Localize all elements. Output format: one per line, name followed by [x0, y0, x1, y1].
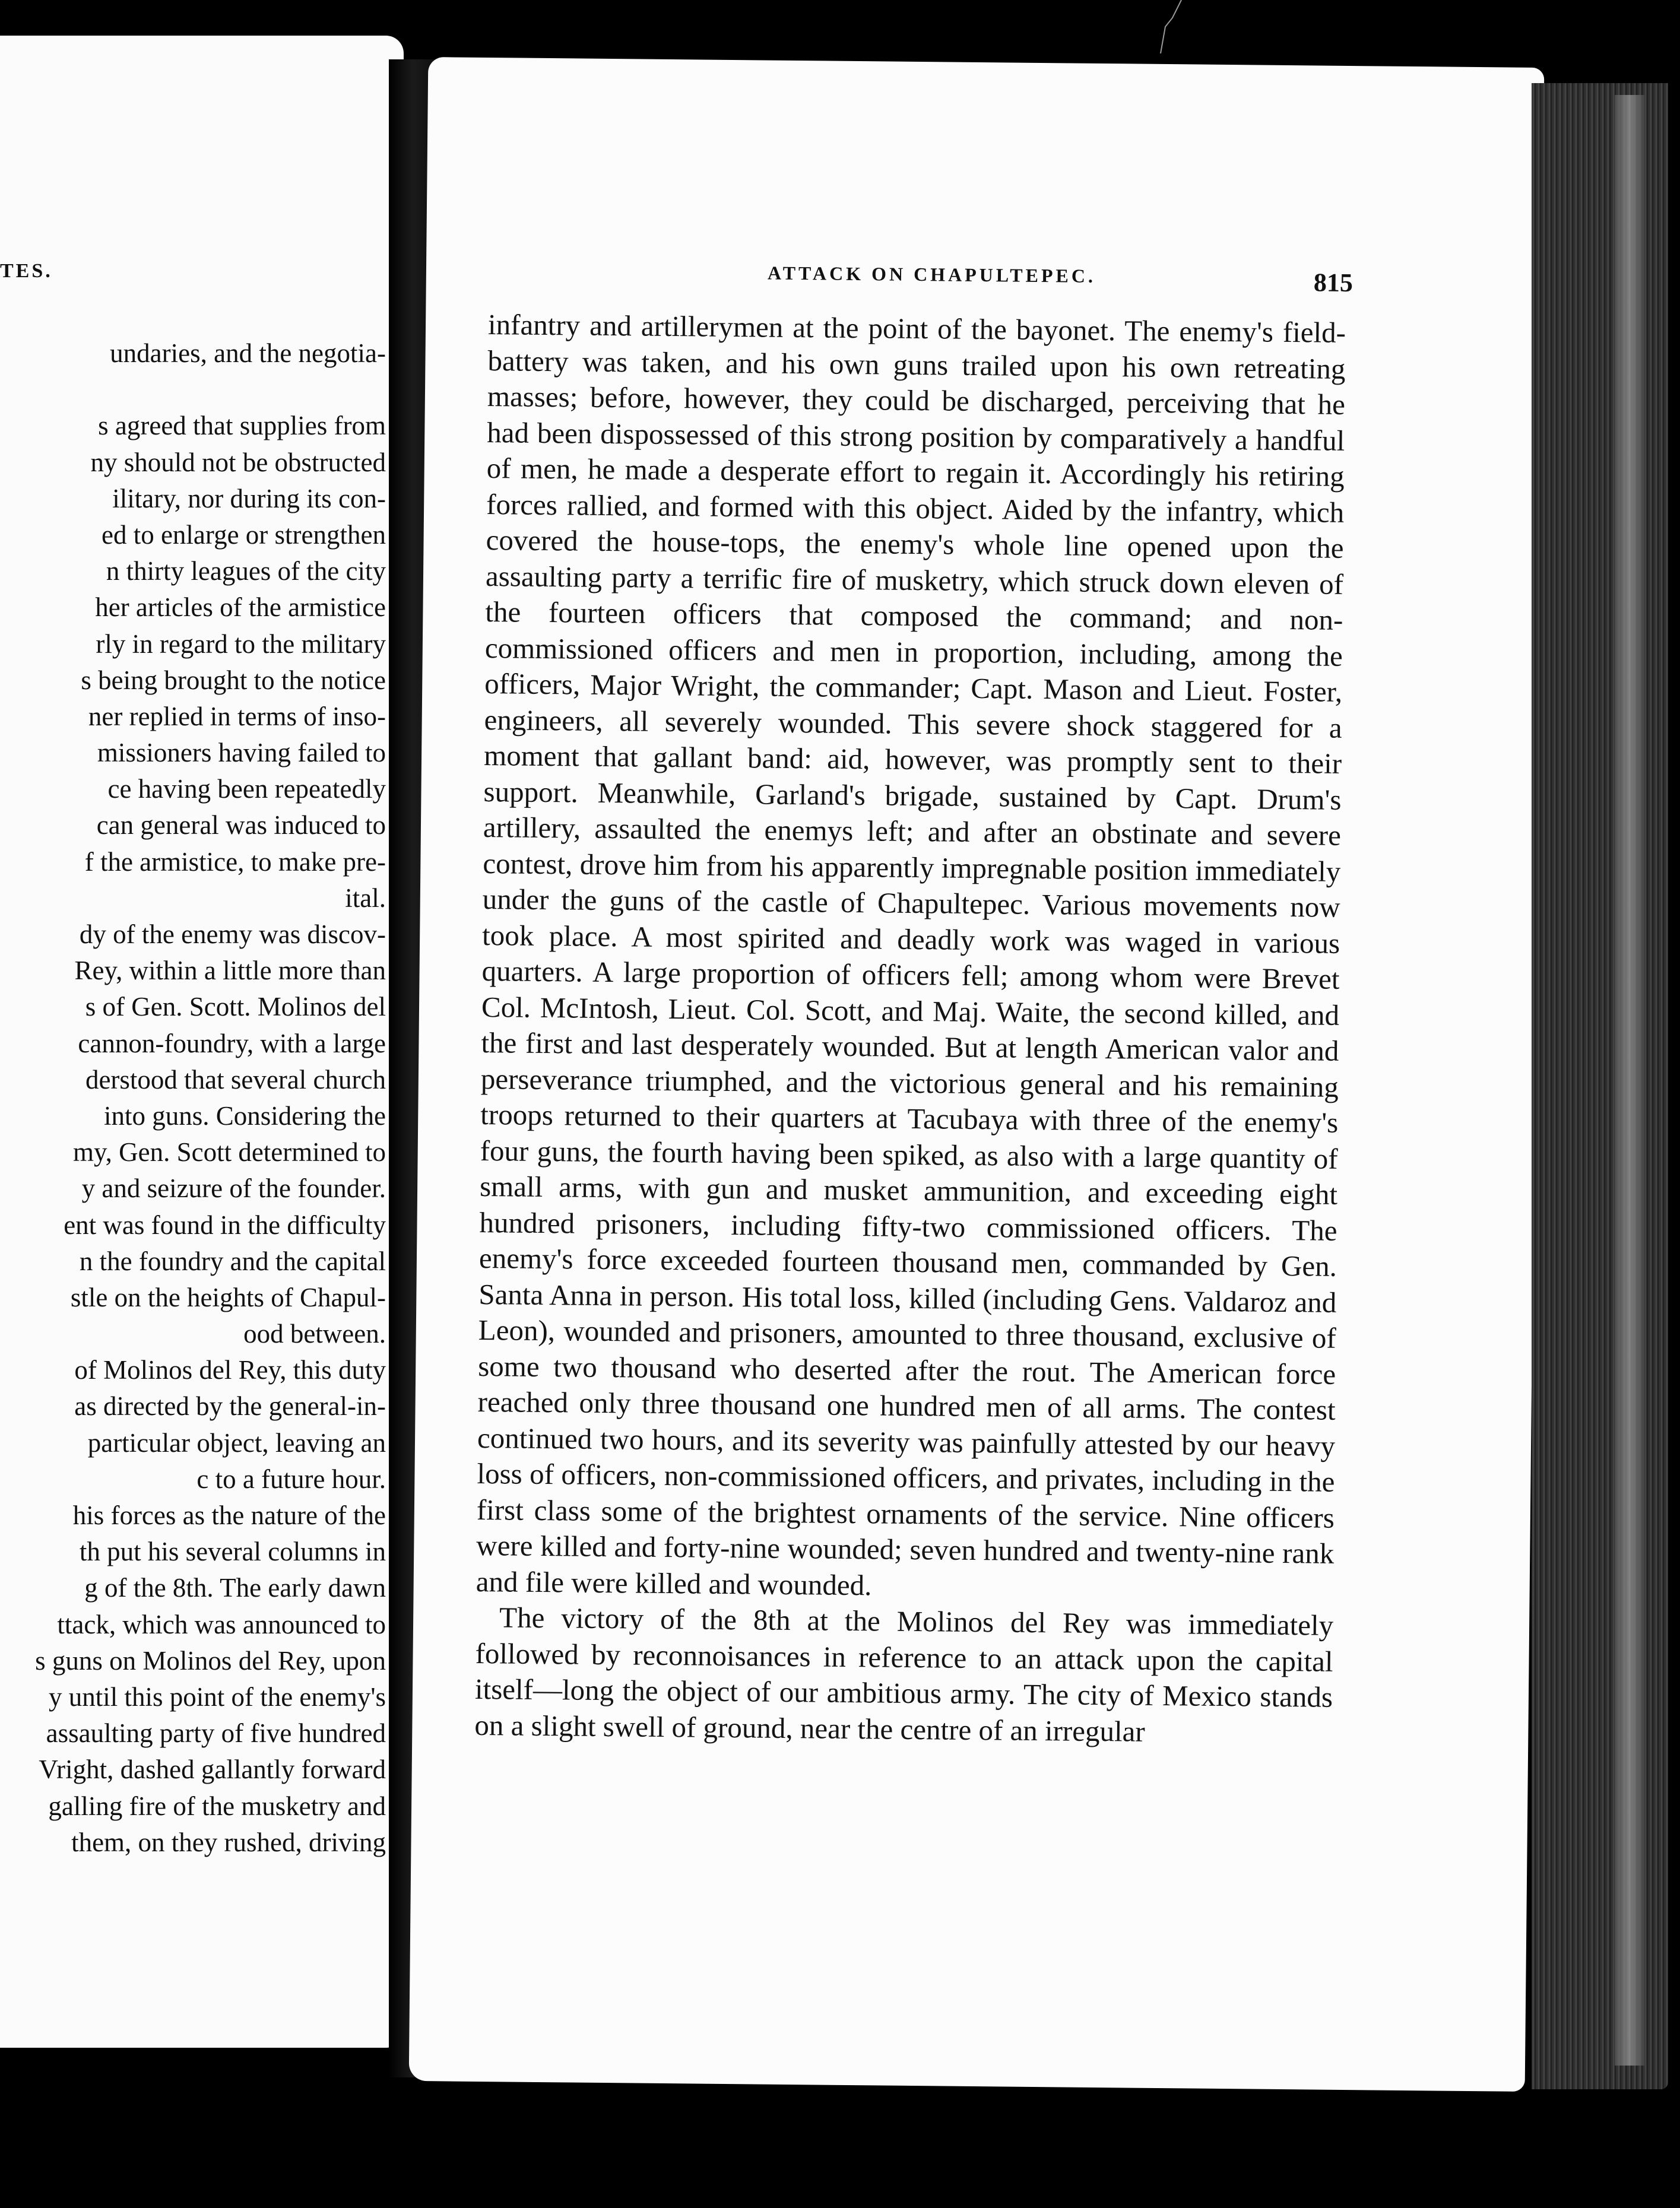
left-page-line: particular object, leaving an [87, 1427, 386, 1458]
left-page-line: ed to enlarge or strengthen [101, 519, 386, 550]
left-page-line: galling fire of the musketry and [48, 1791, 386, 1821]
left-page-line: f the armistice, to make pre- [84, 846, 386, 877]
scan-artifact-icon [1149, 0, 1190, 53]
left-page-line: ent was found in the difficulty [64, 1210, 386, 1240]
left-page-line: his forces as the nature of the [72, 1500, 386, 1530]
left-page-line: undaries, and the negotia- [110, 338, 386, 368]
paragraph: infantry and artillerymen at the point of the bayonet. The enemy's field-battery was taken, and his own guns trailed upon his own retreating masses; before, however, they could be discharged, perceiving that he had been dispossessed of this strong position by comparatively a handful of men, he made a desperate effort to regain it. Accordingly his retiring forces rallied, and formed with this object. Aided by the infantry, which covered the house-tops, the enemy's whole line opened upon the assaulting party a terrific fire of musketry, which struck down eleven of the fourteen officers that composed the command; and non-commissioned officers and men in proportion, including, among the officers, Major Wright, the commander; Capt. Mason and Lieut. Foster, engineers, all severely wounded. This severe shock staggered for a moment that gallant band: aid, however, was promptly sent to their support. Meanwhile, Garland's brigade, sustained by Capt. Drum's artillery, assaulted the enemys left; and after an obstinate and severe contest, drove him from his apparently impregnable position immediately under the guns of the castle of Chapultepec. Various movements now took place. A most spirited and deadly work was waged in various quarters. A large proportion of officers fell; among whom were Brevet Col. McIntosh, Lieut. Col. Scott, and Maj. Waite, the second killed, and the first and last desperately wounded. But at length American valor and perseverance triumphed, and the victorious general and his remaining troops returned to their quarters at Tacubaya with three of the enemy's four guns, the fourth having been spiked, as also with a large quantity of small arms, with gun and musket ammunition, and exceeding eight hundred prisoners, including fifty-two commissioned officers. The enemy's force exceeded fourteen thousand men, commanded by Gen. Santa Anna in person. His total loss, killed (including Gens. Valdaroz and Leon), wounded and prisoners, amounted to three thousand, exclusive of some two thousand who deserted after the rout. The American force reached only three thousand one hundred men of all arms. The contest continued two hours, and its severity was painfully attested by our heavy loss of officers, non-commissioned officers, and privates, including in the first class some of the brightest ornaments of the service. Nine officers were killed and forty-nine wounded; seven hundred and twenty-nine rank and file were killed and wounded. [476, 308, 1346, 1601]
left-page-line: her articles of the armistice [95, 592, 386, 623]
left-page-line: Rey, within a little more than [74, 956, 386, 986]
page-fore-edge-highlight [1615, 95, 1644, 2066]
left-page-line: missioners having failed to [97, 738, 386, 768]
left-page-line: my, Gen. Scott determined to [73, 1137, 386, 1168]
left-page-line: can general was induced to [96, 810, 386, 840]
left-page-line: dy of the enemy was discov- [79, 919, 386, 949]
page-number: 815 [1313, 268, 1353, 298]
left-page-line: s of Gen. Scott. Molinos del [85, 992, 386, 1022]
page-fore-edge [1532, 83, 1668, 2089]
left-page-line: stle on the heights of Chapul- [70, 1282, 386, 1312]
right-running-head: ATTACK ON CHAPULTEPEC. [767, 262, 1096, 287]
left-page-line: assaulting party of five hundred [46, 1718, 386, 1749]
left-page-line: cannon-foundry, with a large [78, 1028, 386, 1058]
left-page-line: Vright, dashed gallantly forward [39, 1755, 386, 1785]
left-page-line: ital. [345, 883, 386, 913]
left-page-line: y until this point of the enemy's [48, 1682, 386, 1712]
paragraph: The victory of the 8th at the Molinos del Rey was immediately followed by reconnoisances in reference to an attack upon the capital itself—long the object of our ambitious army. The city of Mexico stands on a slight swell of ground, near the centre of an irregular [474, 1601, 1334, 1748]
left-page-line: ttack, which was announced to [57, 1609, 386, 1639]
left-page-line: s being brought to the notice [81, 665, 386, 695]
left-page-line: n thirty leagues of the city [106, 556, 386, 586]
right-page [409, 57, 1545, 2092]
left-page-line: into guns. Considering the [104, 1100, 386, 1131]
left-page-line: ood between. [243, 1319, 386, 1349]
left-page-line: of Molinos del Rey, this duty [74, 1355, 386, 1385]
right-page-text [474, 307, 1346, 1752]
left-page-line: n the foundry and the capital [79, 1246, 386, 1276]
left-page-line: th put his several columns in [79, 1537, 386, 1567]
left-page-line: as directed by the general-in- [74, 1391, 386, 1422]
left-page-line: ilitary, nor during its con- [112, 483, 386, 513]
left-page [0, 36, 404, 2048]
left-page-line: ce having been repeatedly [107, 774, 386, 804]
left-page-line: ner replied in terms of inso- [88, 701, 386, 731]
left-page-line: s guns on Molinos del Rey, upon [35, 1645, 386, 1676]
left-page-line: them, on they rushed, driving [71, 1827, 386, 1857]
left-page-line: rly in regard to the military [96, 629, 386, 659]
left-page-line: derstood that several church [85, 1064, 386, 1095]
left-page-line: ny should not be obstructed [90, 447, 386, 477]
left-page-line: g of the 8th. The early dawn [84, 1573, 386, 1603]
left-page-line: y and seizure of the founder. [81, 1173, 386, 1204]
left-page-line [0, 372, 386, 408]
left-page-line: s agreed that supplies from [98, 411, 386, 441]
left-page-line: c to a future hour. [196, 1464, 386, 1494]
left-page-text [0, 335, 386, 1861]
left-running-head: TES. [0, 260, 53, 282]
